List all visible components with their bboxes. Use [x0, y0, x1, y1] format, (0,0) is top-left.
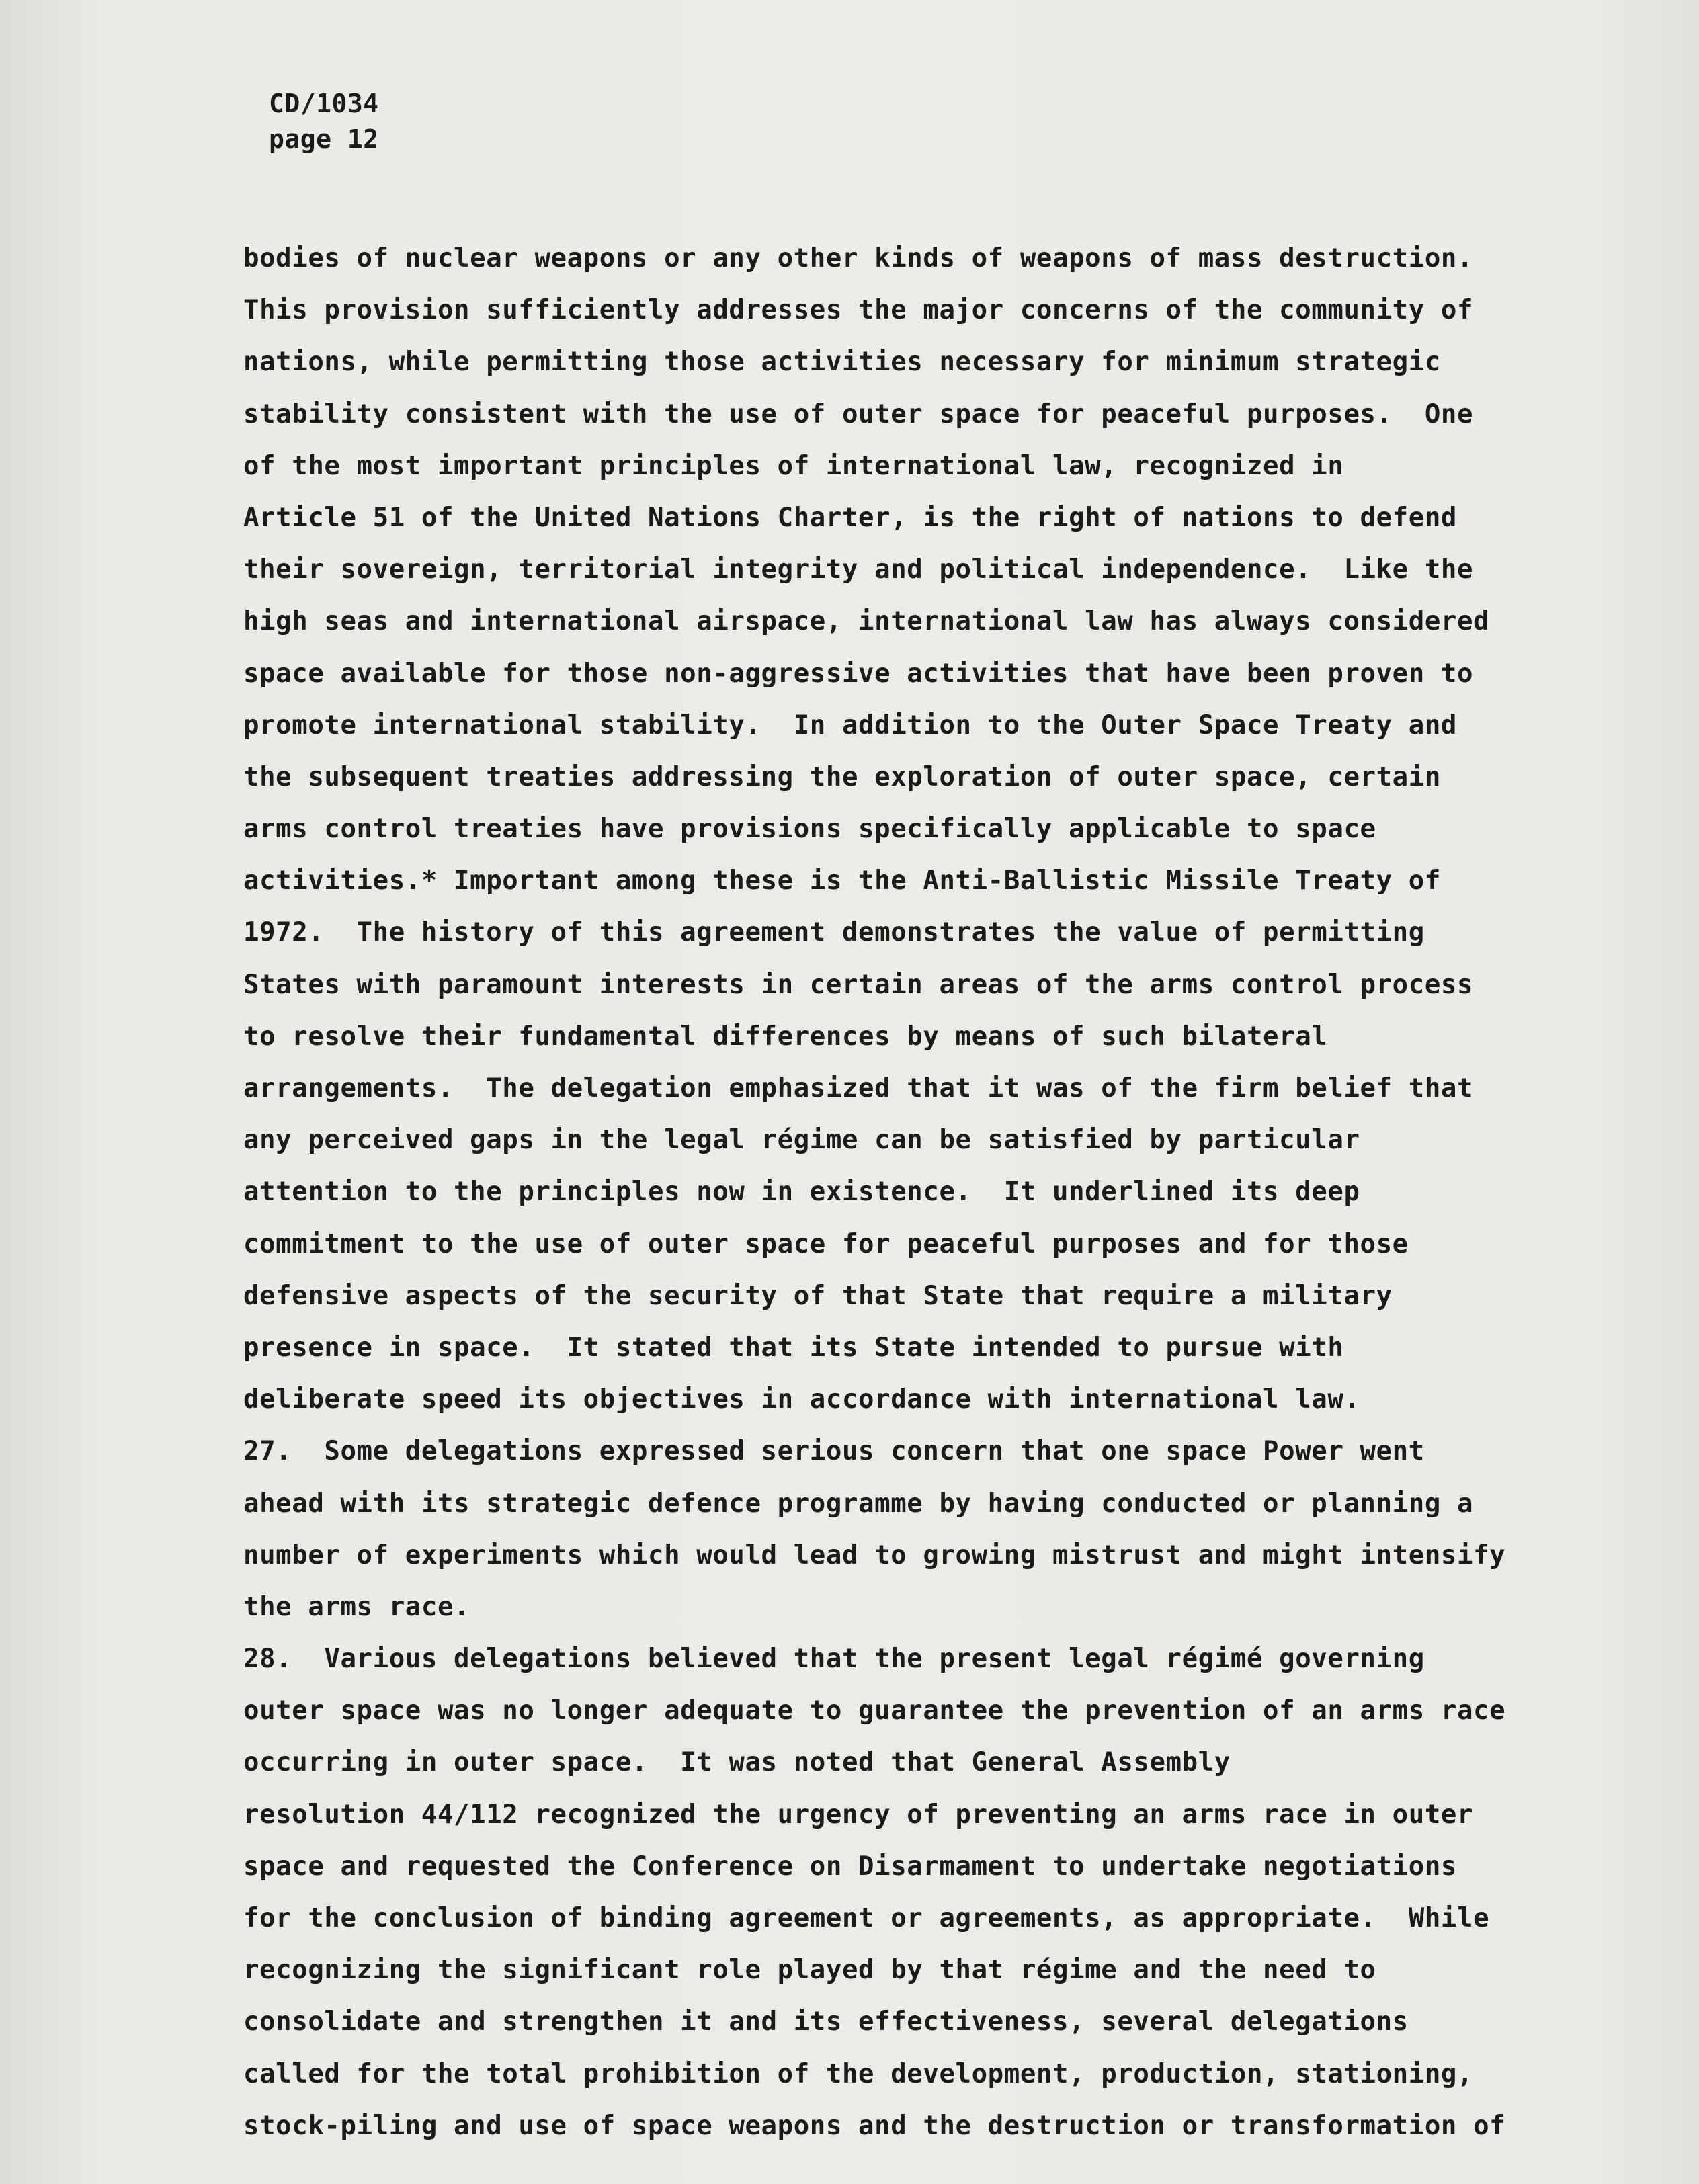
- text-line: recognizing the significant role played by that régime and the need to: [243, 1955, 1376, 1986]
- text-line: commitment to the use of outer space for peaceful purposes and for those: [243, 1228, 1409, 1259]
- text-line: ahead with its strategic defence programme by having conducted or planning a: [243, 1488, 1474, 1519]
- text-line: arms control treaties have provisions specifically applicable to space: [243, 814, 1376, 845]
- text-line: resolution 44/112 recognized the urgency of preventing an arms race in outer: [243, 1799, 1474, 1830]
- text-line: called for the total prohibition of the development, production, stationing,: [243, 2058, 1474, 2089]
- text-line: the subsequent treaties addressing the exploration of outer space, certain: [243, 761, 1441, 792]
- text-line: outer space was no longer adequate to guarantee the prevention of an arms race: [243, 1695, 1506, 1726]
- text-line: presence in space. It stated that its State intended to pursue with: [243, 1332, 1344, 1363]
- text-line: arrangements. The delegation emphasized that it was of the firm belief that: [243, 1073, 1474, 1103]
- text-line: activities.* Important among these is the Anti-Ballistic Missile Treaty of: [243, 866, 1441, 896]
- text-line: space available for those non-aggressive activities that have been proven to: [243, 658, 1474, 689]
- text-line: to resolve their fundamental differences by means of such bilateral: [243, 1021, 1328, 1052]
- text-line: 1972. The history of this agreement demonstrates the value of permitting: [243, 917, 1425, 948]
- text-line: the arms race.: [243, 1591, 470, 1622]
- body-text: [243, 233, 1641, 2152]
- text-line: States with paramount interests in certain areas of the arms control process: [243, 969, 1474, 1000]
- text-line: attention to the principles now in existence. It underlined its deep: [243, 1177, 1360, 1208]
- text-line: occurring in outer space. It was noted that General Assembly: [243, 1747, 1231, 1778]
- page-number: page 12: [269, 124, 379, 154]
- text-line: bodies of nuclear weapons or any other kinds of weapons of mass destruction.: [243, 243, 1474, 274]
- paragraph-27-line: 27. Some delegations expressed serious concern that one space Power went: [243, 1436, 1425, 1467]
- text-line: stock-piling and use of space weapons and the destruction or transformation of: [243, 2110, 1506, 2141]
- text-line: Article 51 of the United Nations Charter, is the right of nations to defend: [243, 502, 1457, 533]
- document-id: CD/1034: [269, 89, 379, 118]
- text-line: for the conclusion of binding agreement or agreements, as appropriate. While: [243, 1903, 1490, 1933]
- paragraph-28-line: 28. Various delegations believed that the present legal régimé governing: [243, 1644, 1425, 1675]
- text-line: of the most important principles of international law, recognized in: [243, 450, 1344, 481]
- text-line: their sovereign, territorial integrity and political independence. Like the: [243, 554, 1474, 585]
- text-line: space and requested the Conference on Disarmament to undertake negotiations: [243, 1851, 1457, 1882]
- text-line: stability consistent with the use of outer space for peaceful purposes. One: [243, 398, 1474, 429]
- text-line: defensive aspects of the security of that State that require a military: [243, 1280, 1393, 1311]
- text-line: consolidate and strengthen it and its effectiveness, several delegations: [243, 2007, 1409, 2038]
- text-line: high seas and international airspace, international law has always considered: [243, 606, 1490, 637]
- text-line: nations, while permitting those activities necessary for minimum strategic: [243, 347, 1441, 378]
- text-line: promote international stability. In addition to the Outer Space Treaty and: [243, 710, 1457, 741]
- text-line: This provision sufficiently addresses the major concerns of the community of: [243, 295, 1474, 326]
- text-line: any perceived gaps in the legal régime can be satisfied by particular: [243, 1125, 1360, 1156]
- text-line: number of experiments which would lead to growing mistrust and might intensify: [243, 1540, 1506, 1570]
- text-line: deliberate speed its objectives in accordance with international law.: [243, 1384, 1360, 1415]
- page-header: [269, 86, 379, 157]
